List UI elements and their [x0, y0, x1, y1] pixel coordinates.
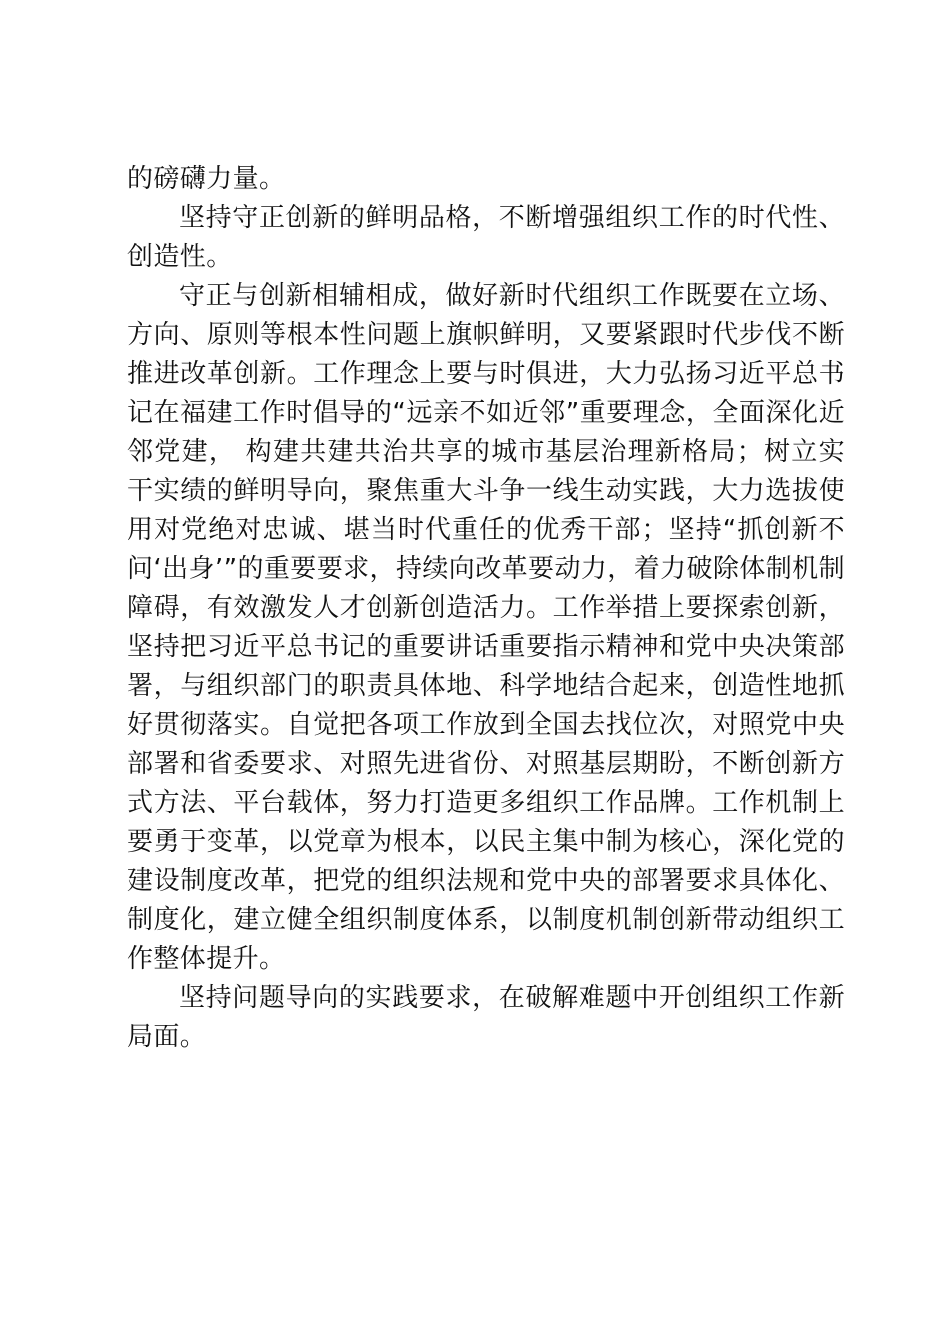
- paragraph-heading-problem-oriented: 坚持问题导向的实践要求，在破解难题中开创组织工作新局面。: [127, 983, 845, 1052]
- paragraph-continuation: 的磅礴力量。: [127, 164, 286, 194]
- paragraph-body-innovation: 守正与创新相辅相成，做好新时代组织工作既要在立场、方向、原则等根本性问题上旗帜鲜明，又要紧跟时代步伐不断推进改革创新。工作理念上要与时俱进，大力弘扬习近平总书记在福建工作时倡导的“远亲不如近邻”重要理念，全面深化近邻党建， 构建共建共治共享的城市基层治理新格局；树立实干实绩的鲜明导向，聚焦重大斗争一线生动实践，大力选拔使用对党绝对忠诚、堪当时代重任的优秀干部；坚持“抓创新不问‘出身’”的重要要求，持续向改革要动力，着力破除体制机制障碍，有效激发人才创新创造活力。工作举措上要探索创新，坚持把习近平总书记的重要讲话重要指示精神和党中央决策部署，与组织部门的职责具体地、科学地结合起来，创造性地抓好贯彻落实。自觉把各项工作放到全国去找位次，对照党中央部署和省委要求、对照先进省份、对照基层期盼，不断创新方式方法、平台载体，努力打造更多组织工作品牌。工作机制上要勇于变革，以党章为根本，以民主集中制为核心，深化党的建设制度改革，把党的组织法规和党中央的部署要求具体化、制度化，建立健全组织制度体系，以制度机制创新带动组织工作整体提升。: [127, 281, 845, 974]
- document-body: [127, 160, 845, 1057]
- paragraph-heading-innovation: 坚持守正创新的鲜明品格，不断增强组织工作的时代性、创造性。: [127, 203, 845, 272]
